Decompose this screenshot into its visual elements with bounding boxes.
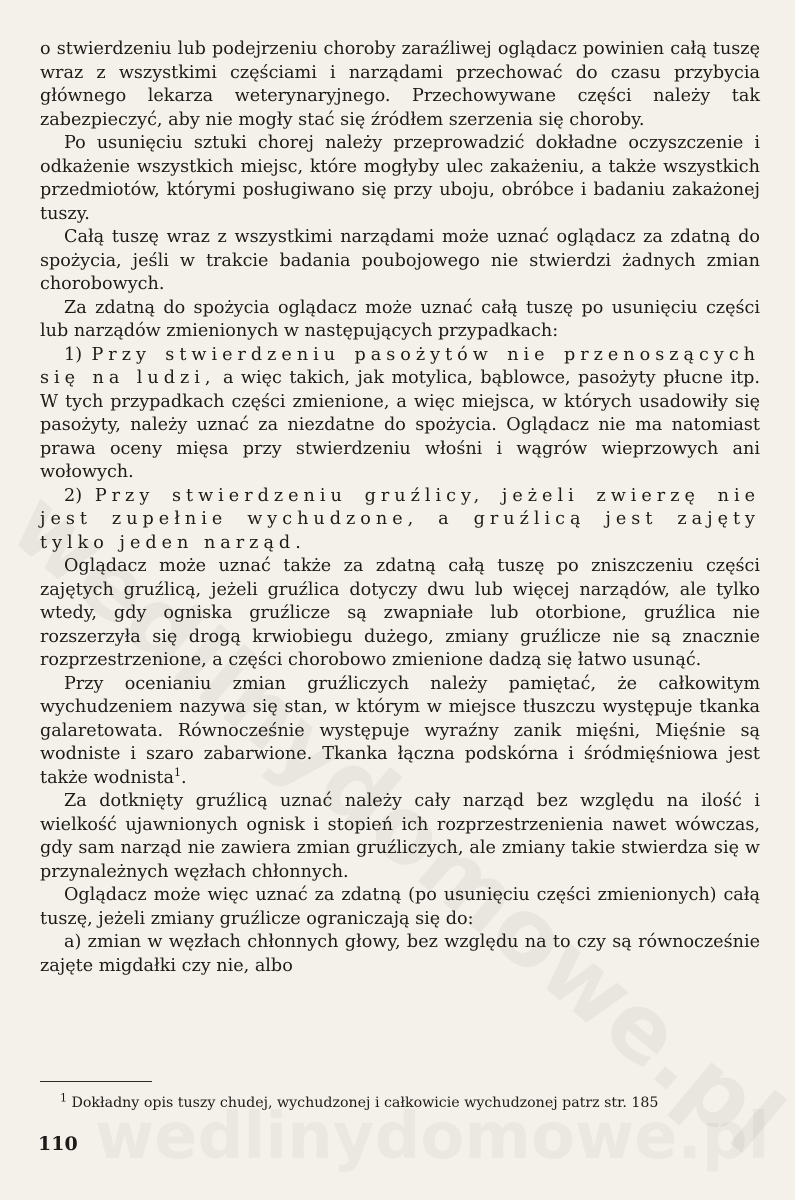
paragraph-fit-after-removal: Za zdatną do spożycia oglądacz może uznać całą tuszę po usunięciu części lub narządów zmienionych w następujących przypadkach: (40, 297, 760, 341)
paragraph-whole-organ: Za dotknięty gruźlicą uznać należy cały narząd bez względu na ilość i wielkość ujawnionych ognisk i stopień ich rozprzestrzenienia nawet wówczas, gdy sam narząd nie zawiera zmian gruźliczych, ale zmiany takie stwierdza się w przynależnych węzłach chłonnych. (40, 791, 760, 882)
paragraph-emaciation-text: Przy ocenianiu zmian gruźliczych należy pamiętać, że całkowitym wychudzeniem nazywa się stan, w którym w miejsce tłuszczu występuje tkanka galaretowata. Równocześnie występuje wyraźny zanik mięśni, Mięśnie są wodniste i szaro zabarwione. Tkanka łączna podskórna i śródmięśniowa jest także wodnista (40, 673, 760, 788)
paragraph-fit-whole: Całą tuszę wraz z wszystkimi narządami może uznać oglądacz za zdatną do spożycia, jeśli w trakcie badania poubojowego nie stwierdzi żadnych zmian chorobowych. (40, 227, 760, 294)
list-item-2-emphasis: Przy stwierdzeniu gruźlicy, jeżeli zwierzę nie jest zupełnie wychudzone, a gruźlicą jest zajęty tylko jeden narząd. (40, 485, 761, 553)
paragraph-disinfection: Po usunięciu sztuki chorej należy przeprowadzić dokładne oczyszczenie i odkażenie wszystkich miejsc, które mogłyby ulec zakażeniu, a także wszystkich przedmiotów, którymi posługiwano się przy uboju, obróbce i badaniu zakażonej tuszy. (40, 133, 760, 224)
page-number: 110 (38, 1133, 78, 1155)
list-item-2 (40, 485, 760, 556)
list-item-1-number: 1) (64, 344, 83, 365)
footnote-text: Dokładny opis tuszy chudej, wychudzonej i całkowicie wychudzonej patrz str. 185 (71, 1095, 659, 1111)
list-item-a: a) zmian w węzłach chłonnych głowy, bez względu na to czy są równocześnie zajęte migdałki czy nie, albo (40, 932, 760, 976)
list-item-1-text: a więc takich, jak motylica, bąblowce, pasożyty płucne itp. W tych przypadkach części zmienione, a więc miejsca, w których usadowiły się pasożyty, należy uznać za niezdatne do spożycia. Oglądacz nie ma natomiast prawa oceny mięsa przy stwierdzeniu włośni i wągrów wieprzowych ani wołowych. (40, 368, 760, 482)
paragraph-tuberculosis-multiple: Oglądacz może uznać także za zdatną całą tuszę po zniszczeniu części zajętych gruźlicą, jeżeli gruźlica dotyczy dwu lub więcej narządów, ale tylko wtedy, gdy ogniska gruźlicze są zwapniałe lub otorbione, gruźlica nie rozszerzyła się drogą krwiobiegu dużego, zmiany gruźlicze nie są znacznie rozprzestrzenione, a części chorobowo zmienione dadzą się łatwo usunąć. (40, 556, 760, 670)
paragraph-tuberculosis-limited: Oglądacz może więc uznać za zdatną (po usunięciu części zmienionych) całą tuszę, jeżeli zmiany gruźlicze ograniczają się do: (40, 885, 760, 929)
list-item-1 (40, 344, 760, 485)
footnote-reference: 1 (173, 765, 181, 779)
paragraph-continuation: o stwierdzeniu lub podejrzeniu choroby zaraźliwej oglądacz powinien całą tuszę wraz z wszystkimi częściami i narządami przechować do czasu przybycia głównego lekarza weterynaryjnego. Przechowywane części należy tak zabezpieczyć, aby nie mogły stać się źródłem szerzenia się choroby. (40, 39, 760, 130)
body-text (40, 38, 760, 978)
list-item-1-emphasis: Przy stwierdzeniu pasożytów nie przenoszących się na ludzi, (40, 344, 760, 388)
list-item-2-number: 2) (64, 485, 83, 506)
footnote-divider (40, 1081, 152, 1082)
footnote (60, 1091, 760, 1112)
footnote-number: 1 (60, 1091, 67, 1105)
paragraph-emaciation: Przy ocenianiu zmian gruźliczych należy pamiętać, że całkowitym wychudzeniem nazywa się stan, w którym w miejsce tłuszczu występuje tkanka galaretowata. Równocześnie występuje wyraźny zanik mięśni, Mięśnie są wodniste i szaro zabarwione. Tkanka łączna podskórna i śródmięśniowa jest także wodnista$^1$. (40, 673, 760, 788)
